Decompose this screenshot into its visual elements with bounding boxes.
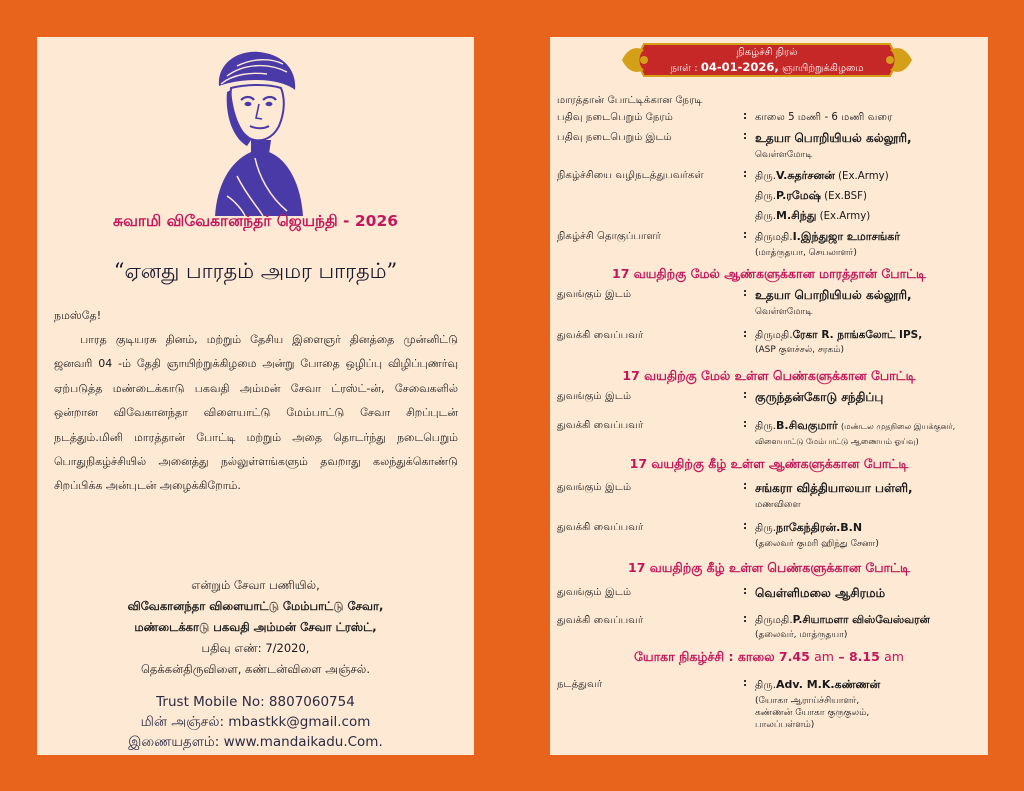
guest-name: B.சிவகுமார் [776, 419, 838, 432]
banner-text [622, 45, 912, 76]
row-label: துவக்கி வைப்பவர் [557, 330, 644, 341]
sign-line: என்றும் சேவா பணியில், [191, 578, 320, 592]
start-place-row [557, 481, 982, 511]
start-place-row [557, 586, 982, 602]
yoga-dash: – [838, 649, 845, 664]
contact-block [37, 692, 474, 752]
row-colon: : [743, 614, 748, 625]
schedule-heading [557, 94, 982, 107]
start-place-row [557, 390, 982, 406]
yoga-am: am [814, 649, 834, 664]
event-title: சுவாமி விவேகானந்தர் ஜெயந்தி - 2026 [112, 212, 399, 230]
compere-prefix: திருமதி. [755, 232, 793, 243]
instructor-place: பாலப்பள்ளம்) [755, 720, 815, 730]
row-label: துவங்கும் இடம் [557, 289, 632, 300]
section-title: 17 வயதிற்கு கீழ் உள்ள பெண்களுக்கான போட்டி [628, 560, 910, 575]
contact-website[interactable]: இணையதளம்: www.mandaikadu.Com. [128, 734, 383, 750]
host-prefix: திரு. [755, 211, 777, 222]
guest-prefix: திருமதி. [755, 615, 793, 626]
start-place: உதயா பொறியியல் கல்லூரி, [755, 288, 912, 302]
yoga-instructor-row [557, 678, 982, 731]
slogan: “ஏனது பாரதம் அமர பாரதம்” [113, 259, 398, 283]
row-value: காலை 5 மணி - 6 மணி வரை [755, 112, 893, 123]
invitation-panel [37, 37, 474, 755]
event-date: 04-01-2026, [700, 60, 779, 74]
row-colon: : [743, 419, 748, 430]
host-prefix: திரு. [755, 191, 777, 202]
start-place-sub: மணவிளை [755, 500, 801, 510]
guest-role: (தலைவர், மாத்ருதயா) [755, 630, 848, 640]
row-label: நடத்துவர் [557, 679, 603, 690]
section-title: 17 வயதிற்கு மேல் ஆண்களுக்கான மாரத்தான் போட்டி [612, 266, 926, 281]
yoga-end-time: 8.15 [848, 649, 880, 664]
guest-name: P.சியாமளா விஸ்வேஸ்வரன் [792, 614, 930, 626]
compere-name: I.இந்துஜா உமாசங்கர் [792, 230, 900, 243]
row-label: துவங்கும் இடம் [557, 587, 632, 598]
sign-trust: மண்டைக்காடு பகவதி அம்மன் சேவா ட்ரஸ்ட், [134, 620, 377, 634]
host-prefix: திரு. [755, 171, 777, 182]
guest-role: (மண்டல முதநிலை இயக்குனர், [841, 422, 956, 431]
row-colon: : [743, 169, 748, 180]
sign-address: தெக்கன்திருவிளை, கண்டன்விளை அஞ்சல். [140, 662, 371, 676]
start-place: குருந்தன்கோடு சந்திப்பு [755, 390, 884, 404]
yoga-title [550, 649, 988, 666]
row-colon: : [743, 288, 748, 299]
row-colon: : [743, 586, 748, 597]
row-colon: : [743, 521, 748, 532]
banner-title: நிகழ்ச்சி நிரல் [736, 47, 798, 58]
row-label: நிகழ்ச்சி தொகுப்பாளர் [557, 231, 661, 242]
guest-prefix: திருமதி. [755, 330, 793, 341]
flag-off-row [557, 614, 982, 641]
registration-time-row [557, 111, 982, 124]
contact-mobile: Trust Mobile No: 8807060754 [156, 694, 355, 710]
date-label: நாள் : [670, 63, 698, 74]
start-place-row [557, 288, 982, 318]
host-name: P.ரமேஷ் [776, 189, 821, 202]
sign-org: விவேகானந்தா விளையாட்டு மேம்பாட்டு சேவா, [127, 599, 384, 613]
row-label: துவங்கும் இடம் [557, 391, 632, 402]
schedule-banner [622, 38, 912, 82]
vivekananda-portrait [207, 46, 307, 216]
row-label: பதிவு நடைபெறும் இடம் [557, 132, 672, 143]
schedule-heading-text: மாரத்தான் போட்டிக்கான நேரடி [557, 95, 703, 106]
row-colon: : [743, 131, 748, 142]
row-value: உதயா பொறியியல் கல்லூரி, [755, 131, 912, 145]
event-day: ஞாயிற்றுக்கிழமை [781, 63, 864, 74]
row-label: பதிவு நடைபெறும் நேரம் [557, 112, 673, 123]
signature-block [37, 575, 474, 680]
start-place-sub: வெள்ளமோடி [755, 307, 813, 317]
row-colon: : [743, 390, 748, 401]
flag-off-row [557, 419, 982, 447]
yoga-title-text: யோகா நிகழ்ச்சி : காலை 7.45 [634, 649, 810, 664]
start-place: சங்கரா வித்தியாலயா பள்ளி, [755, 481, 913, 495]
row-label: துவக்கி வைப்பவர் [557, 420, 644, 431]
instructor-org: கண்ணன் யோகா குருகுலம், [755, 708, 870, 718]
instructor-name: Adv. M.K.கண்ணன் [776, 678, 881, 691]
section-title: 17 வயதிற்கு மேல் உள்ள பெண்களுக்கான போட்டி [622, 368, 916, 383]
row-colon: : [743, 678, 748, 689]
host-name: M.சிந்து [776, 209, 817, 222]
hosts-row [557, 169, 982, 184]
flag-off-row [557, 521, 982, 550]
row-colon: : [743, 230, 748, 241]
row-label: துவக்கி வைப்பவர் [557, 522, 644, 533]
host-tag: (Ex.Army) [838, 171, 889, 182]
registration-place-row [557, 131, 982, 161]
invitation-body: பாரத குடியரசு தினம், மற்றும் தேசிய இளைஞர் தினத்தை முன்னிட்டு ஜனவரி 04 -ம் தேதி ஞாயிற்றுக்கிழமை அன்று போதை ஒழிப்பு விழிப்புணர்வு ஏற்படுத்த மண்டைக்காடு பகவதி அம்மன் சேவா ட்ரஸ்ட்-ன், சேவைகளில் ஒன்றான விவேகானந்தா விளையாட்டு மேம்பாட்டு சேவா சிறப்புடன் நடத்தும்.மினி மாரத்தான் போட்டி மற்றும் அதை தொடர்ந்து நடைபெறும் பொதுநிகழ்ச்சியில் அனைத்து நல்லுள்ளங்களும் தவறாது கலந்துக்கொண்டு சிறப்பிக்க அன்புடன் அழைக்கிறோம். [54, 333, 458, 493]
guest-role-sub: விளையாட்டு மேம்பாட்டு ஆணையம் ஓய்வு) [755, 437, 919, 446]
host-tag: (Ex.Army) [819, 211, 871, 222]
greeting: நமஸ்தே! [54, 309, 102, 322]
guest-role: (தலைவர் குமரி ஹிந்து சேனா) [755, 539, 879, 549]
row-colon: : [743, 329, 748, 340]
compere-row [557, 230, 982, 259]
schedule-panel [550, 37, 988, 755]
guest-name: ரேகா R. நாங்கலோட் IPS, [792, 329, 923, 341]
row-subvalue: வெள்ளமோடி [755, 150, 813, 160]
contact-email[interactable]: மின் அஞ்சல்: mbastkk@gmail.com [140, 714, 371, 730]
host-row [557, 189, 982, 204]
guest-name: நாகேந்திரன்.B.N [776, 521, 863, 534]
compere-role: (மாத்ருதயா, செயலாளர்) [755, 248, 857, 258]
host-name: V.சுதர்சனன் [776, 169, 835, 182]
yoga-am: am [884, 649, 904, 664]
instructor-prefix: திரு. [755, 680, 777, 691]
row-label: துவக்கி வைப்பவர் [557, 615, 644, 626]
sign-reg: பதிவு எண்: 7/2020, [201, 641, 310, 655]
guest-prefix: திரு. [755, 421, 777, 432]
host-tag: (Ex.BSF) [824, 191, 867, 202]
section-title: 17 வயதிற்கு கீழ் உள்ள ஆண்களுக்கான போட்டி [629, 456, 909, 471]
guest-role: (ASP குளச்சல், சரகம்) [755, 345, 845, 355]
host-row [557, 209, 982, 224]
row-colon: : [743, 111, 748, 122]
row-label: நிகழ்ச்சியை வழிநடத்துபவர்கள் [557, 170, 704, 181]
row-label: துவங்கும் இடம் [557, 482, 632, 493]
instructor-role: (யோகா ஆராய்ச்சியாளர், [755, 696, 860, 706]
guest-prefix: திரு. [755, 523, 777, 534]
row-colon: : [743, 481, 748, 492]
start-place: வெள்ளிமலை ஆசிரமம் [755, 586, 886, 600]
flag-off-row [557, 329, 982, 356]
